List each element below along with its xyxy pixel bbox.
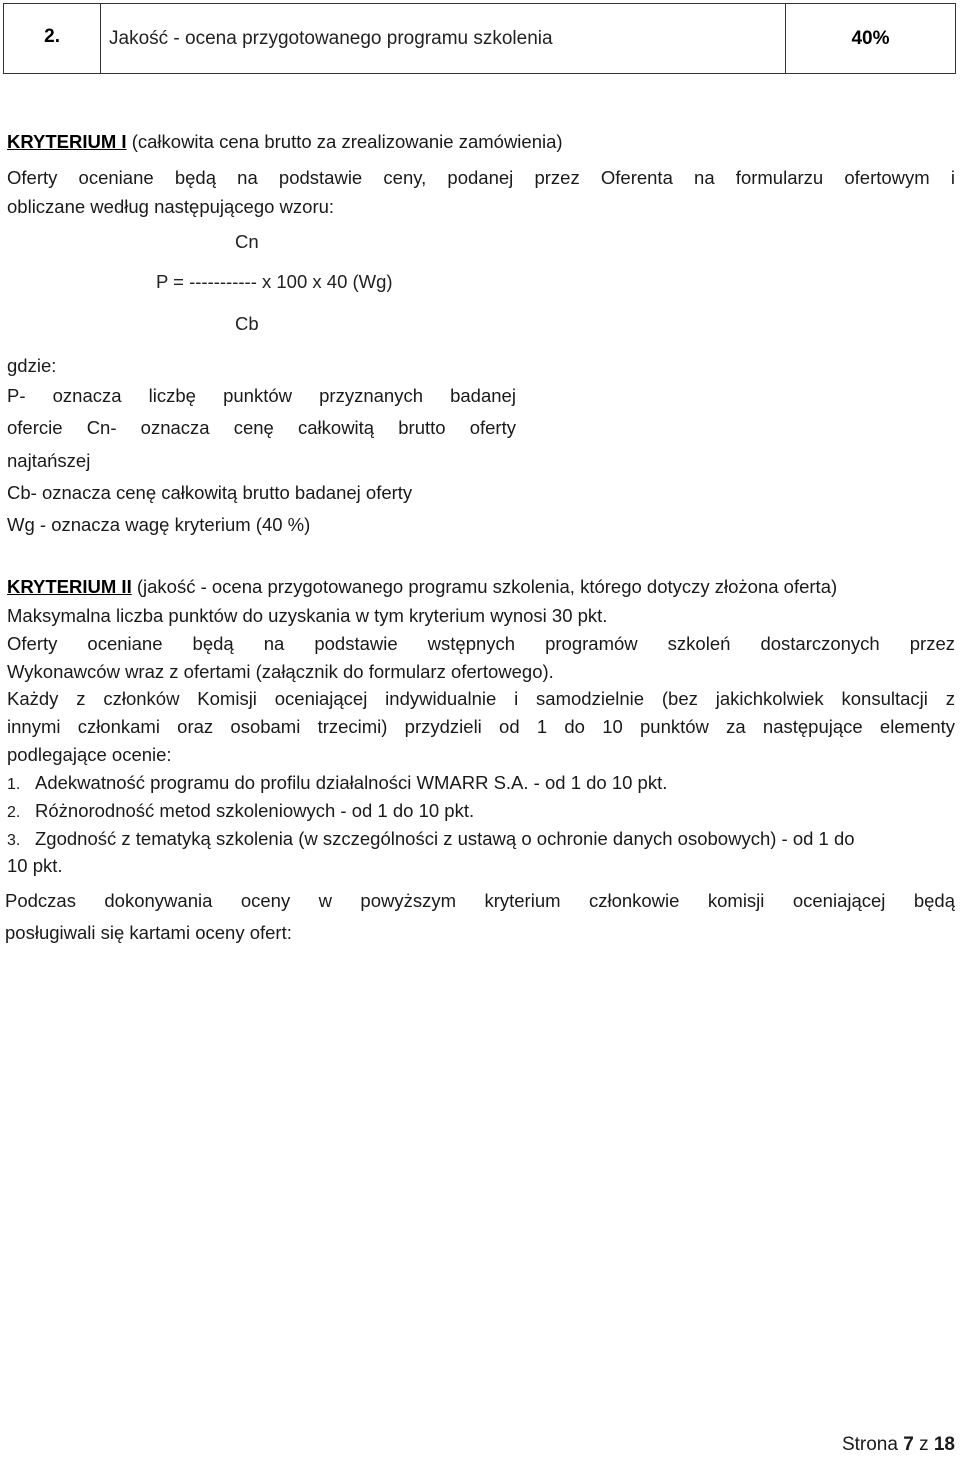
kryterium-2-para2-line1: Każdy z członków Komisji oceniającej indywidualnie i samodzielnie (bez jakichkolwiek konsultacji z (7, 688, 955, 709)
kryterium-2-para2-line2: innymi członkami oraz osobami trzecimi) przydzieli od 1 do 10 punktów za następujące elementy (7, 716, 955, 737)
where-label: gdzie: (7, 355, 57, 376)
def-word: oznacza (52, 385, 122, 406)
kryterium-1-label-rest: (całkowita cena brutto za zrealizowanie zamówienia) (126, 131, 563, 152)
list-item-3-cont: 10 pkt. (7, 855, 63, 876)
formula-main: P = ----------- x 100 x 40 (Wg) (156, 271, 393, 292)
definition-cb: Cb- oznacza cenę całkowitą brutto badanej oferty (7, 482, 413, 503)
kryterium-2-para2-line3: podlegające ocenie: (7, 744, 172, 765)
def-word: całkowitą (298, 417, 375, 438)
footer-prefix: Strona (841, 1434, 904, 1455)
list-item-number: 1. (7, 776, 21, 793)
criterion-weight: 40% (851, 27, 890, 49)
definition-cn-cont: najtańszej (7, 450, 91, 471)
criterion-title: Jakość - ocena przygotowanego programu szkolenia (101, 4, 786, 73)
list-item (7, 796, 955, 827)
list-item-number: 2. (7, 804, 21, 821)
list-item-number: 3. (7, 832, 21, 849)
def-word: punktów (223, 385, 292, 406)
kryterium-1-heading (7, 127, 955, 156)
kryterium-2-para1-line2: Wykonawców wraz z ofertami (załącznik do formularz ofertowego). (7, 661, 554, 682)
def-word: ofercie (7, 417, 63, 438)
def-word: cenę (233, 417, 274, 438)
formula-denominator: Cb (235, 313, 259, 334)
kryterium-1-line1: Oferty oceniane będą na podstawie ceny, podanej przez Oferenta na formularzu ofertowym i (7, 167, 955, 188)
list-item (7, 768, 955, 799)
closing-line1: Podczas dokonywania oceny w powyższym kryterium członkowie komisji oceniającej będą (5, 890, 955, 911)
def-word: oferty (469, 417, 516, 438)
definition-p (7, 380, 516, 412)
def-word: przyznanych (319, 385, 423, 406)
kryterium-2-max-points: Maksymalna liczba punktów do uzyskania w tym kryterium wynosi 30 pkt. (7, 605, 608, 626)
list-item-text: Adekwatność programu do profilu działalności WMARR S.A. - od 1 do 10 pkt. (35, 772, 668, 793)
kryterium-2-label-rest: (jakość - ocena przygotowanego programu szkolenia, którego dotyczy złożona oferta) (131, 576, 838, 597)
kryterium-2-para1-line1: Oferty oceniane będą na podstawie wstępnych programów szkoleń dostarczonych przez (7, 633, 955, 654)
footer-total-pages: 18 (933, 1434, 955, 1455)
def-word: liczbę (148, 385, 196, 406)
def-word: badanej (450, 385, 516, 406)
kryterium-2-heading (7, 572, 955, 601)
def-word: Cn- (86, 417, 117, 438)
formula-numerator: Cn (235, 231, 259, 252)
footer-page-number: 7 (903, 1434, 914, 1455)
definition-wg: Wg - oznacza wagę kryterium (40 %) (7, 514, 311, 535)
def-word: P- (7, 385, 26, 406)
criteria-header-table (3, 3, 956, 74)
kryterium-1-line2: obliczane według następującego wzoru: (7, 196, 335, 217)
definition-cn (7, 412, 516, 444)
def-word: brutto (398, 417, 446, 438)
page-footer (842, 1434, 955, 1456)
kryterium-2-label: KRYTERIUM II (7, 576, 132, 597)
def-word: oznacza (140, 417, 210, 438)
kryterium-1-label: KRYTERIUM I (7, 131, 127, 152)
criterion-number: 2. (4, 4, 101, 73)
footer-mid: z (913, 1434, 934, 1455)
list-item-text: Zgodność z tematyką szkolenia (w szczególności z ustawą o ochronie danych osobowych) - od 1 do (35, 828, 855, 849)
closing-line2: posługiwali się kartami oceny ofert: (5, 922, 292, 943)
list-item-text: Różnorodność metod szkoleniowych - od 1 do 10 pkt. (35, 800, 475, 821)
